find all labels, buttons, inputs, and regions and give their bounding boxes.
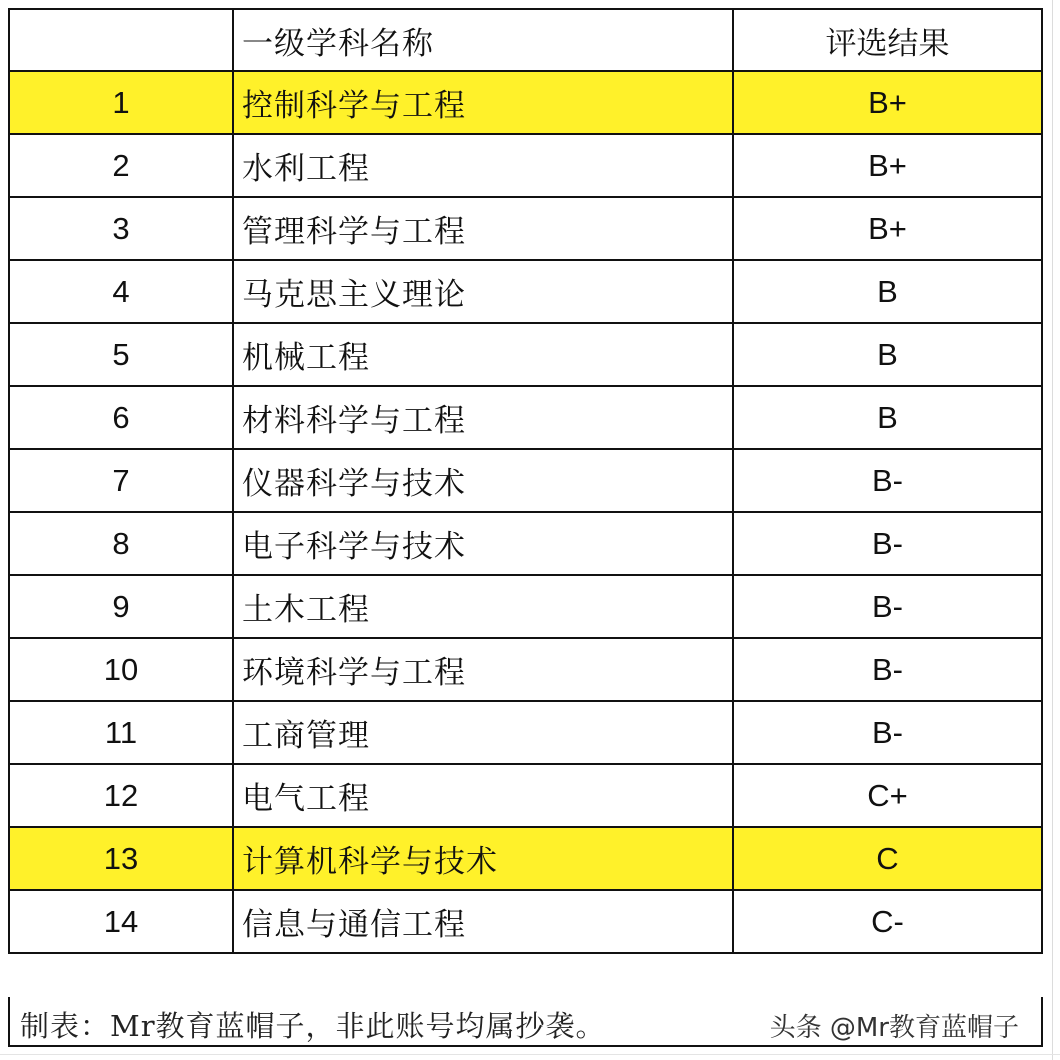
footer-row [8, 997, 1043, 1047]
table-body [9, 9, 1042, 953]
grade-result-cell[interactable]: B- [733, 512, 1042, 575]
discipline-name-cell[interactable]: 信息与通信工程 [233, 890, 733, 953]
grade-result-cell[interactable]: C+ [733, 764, 1042, 827]
header-result-cell[interactable]: 评选结果 [733, 9, 1042, 71]
discipline-name-cell[interactable]: 计算机科学与技术 [233, 827, 733, 890]
grade-result-cell[interactable]: B- [733, 575, 1042, 638]
header-name-cell[interactable]: 一级学科名称 [233, 9, 733, 71]
row-index-cell[interactable]: 3 [9, 197, 233, 260]
row-index-cell[interactable]: 10 [9, 638, 233, 701]
table-row [9, 323, 1042, 386]
table-credit-note: 制表：Mr教育蓝帽子，非此账号均属抄袭。 [20, 1009, 606, 1043]
table-row [9, 197, 1042, 260]
grade-result-cell[interactable]: B [733, 260, 1042, 323]
header-index-cell[interactable] [9, 9, 233, 71]
table-row [9, 71, 1042, 134]
discipline-name-cell[interactable]: 管理科学与工程 [233, 197, 733, 260]
discipline-name-cell[interactable]: 控制科学与工程 [233, 71, 733, 134]
discipline-name-cell[interactable]: 土木工程 [233, 575, 733, 638]
table-row [9, 386, 1042, 449]
table-row [9, 449, 1042, 512]
grade-result-cell[interactable]: B [733, 386, 1042, 449]
table-row [9, 512, 1042, 575]
row-index-cell[interactable]: 5 [9, 323, 233, 386]
table-row [9, 890, 1042, 953]
discipline-name-cell[interactable]: 电气工程 [233, 764, 733, 827]
table-row [9, 638, 1042, 701]
row-index-cell[interactable]: 2 [9, 134, 233, 197]
table-row [9, 827, 1042, 890]
table-row [9, 575, 1042, 638]
table-row [9, 701, 1042, 764]
table-row [9, 764, 1042, 827]
row-index-cell[interactable]: 7 [9, 449, 233, 512]
discipline-name-cell[interactable]: 电子科学与技术 [233, 512, 733, 575]
discipline-name-cell[interactable]: 仪器科学与技术 [233, 449, 733, 512]
discipline-grades-table [8, 8, 1043, 954]
grade-result-cell[interactable]: B+ [733, 71, 1042, 134]
table-row [9, 260, 1042, 323]
grade-result-cell[interactable]: C [733, 827, 1042, 890]
discipline-name-cell[interactable]: 马克思主义理论 [233, 260, 733, 323]
table-row [9, 134, 1042, 197]
row-index-cell[interactable]: 13 [9, 827, 233, 890]
row-index-cell[interactable]: 12 [9, 764, 233, 827]
row-index-cell[interactable]: 14 [9, 890, 233, 953]
row-index-cell[interactable]: 4 [9, 260, 233, 323]
grade-result-cell[interactable]: B [733, 323, 1042, 386]
watermark: 头条 @Mr教育蓝帽子 [769, 1013, 1019, 1043]
discipline-name-cell[interactable]: 环境科学与工程 [233, 638, 733, 701]
gridline [1052, 0, 1053, 1060]
discipline-name-cell[interactable]: 工商管理 [233, 701, 733, 764]
row-index-cell[interactable]: 11 [9, 701, 233, 764]
gridline [0, 1054, 1060, 1055]
table-header-row [9, 9, 1042, 71]
grade-result-cell[interactable]: C- [733, 890, 1042, 953]
row-index-cell[interactable]: 9 [9, 575, 233, 638]
discipline-name-cell[interactable]: 材料科学与工程 [233, 386, 733, 449]
row-index-cell[interactable]: 6 [9, 386, 233, 449]
grade-result-cell[interactable]: B+ [733, 134, 1042, 197]
row-index-cell[interactable]: 1 [9, 71, 233, 134]
discipline-name-cell[interactable]: 水利工程 [233, 134, 733, 197]
grade-result-cell[interactable]: B+ [733, 197, 1042, 260]
grade-result-cell[interactable]: B- [733, 638, 1042, 701]
row-index-cell[interactable]: 8 [9, 512, 233, 575]
grade-result-cell[interactable]: B- [733, 449, 1042, 512]
discipline-name-cell[interactable]: 机械工程 [233, 323, 733, 386]
grade-result-cell[interactable]: B- [733, 701, 1042, 764]
